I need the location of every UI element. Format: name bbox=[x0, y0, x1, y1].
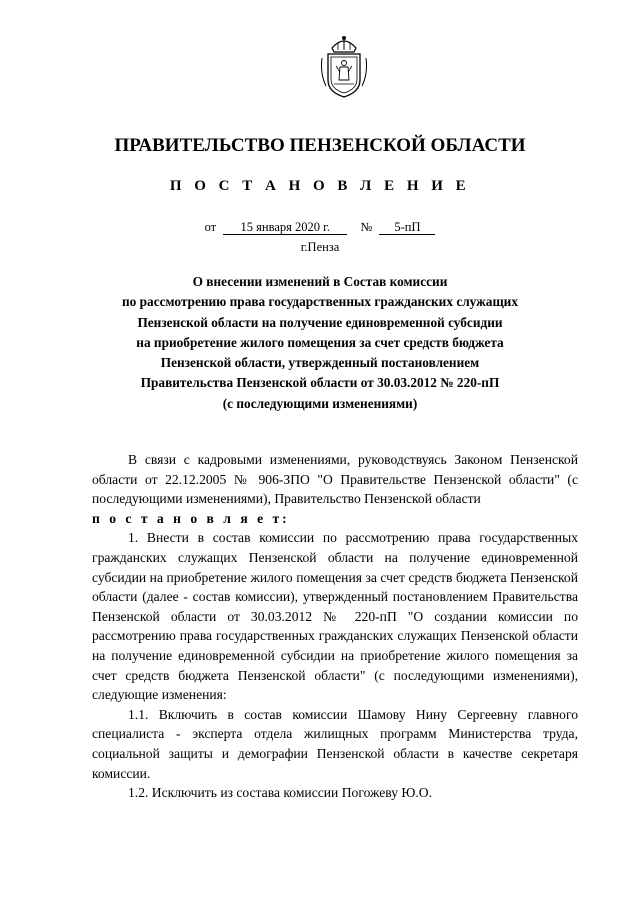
date-prefix: от bbox=[204, 220, 217, 234]
subject-line: Правительства Пензенской области от 30.03.2012 № 220-пП bbox=[140, 375, 500, 391]
government-title: ПРАВИТЕЛЬСТВО ПЕНЗЕНСКОЙ ОБЛАСТИ bbox=[114, 135, 526, 156]
subject-line: по рассмотрению права государственных гражданских служащих bbox=[122, 294, 518, 310]
subject-line: (с последующими изменениями) bbox=[222, 395, 418, 411]
item-1-1-paragraph: 1.1. Включить в состав комиссии Шамову Нину Сергеевну главного специалиста - эксперта отдела жилищных программ Министерства труда, социальной защиты и демографии Пензенской области в качестве секретаря комиссии. bbox=[92, 706, 578, 781]
document-number: 5-пП bbox=[379, 220, 435, 235]
subject-line: Пензенской области на получение единовременной субсидии bbox=[137, 314, 503, 330]
document-body bbox=[92, 450, 578, 803]
document-date: 15 января 2020 г. bbox=[223, 220, 347, 235]
subject-line: на приобретение жилого помещения за счет средств бюджета bbox=[136, 334, 504, 350]
document-subject bbox=[110, 272, 530, 414]
document-meta bbox=[0, 220, 640, 235]
preamble-paragraph: В связи с кадровыми изменениями, руководствуясь Законом Пензенской области от 22.12.2005 № 906-ЗПО "О Правительстве Пензенской области" (с последующими изменениями), Правительство Пензенской области bbox=[92, 452, 578, 507]
decree-word: п о с т а н о в л я е т: bbox=[92, 510, 290, 526]
subject-line: Пензенской области, утвержденный постановлением bbox=[160, 355, 480, 371]
item-1-paragraph: 1. Внести в состав комиссии по рассмотрению права государственных гражданских служащих Пензенской области на получение единовременной субсидии на приобретение жилого помещения за счет средств бюджета Пензенской области (далее - состав комиссии), утвержденный постановлением Правительства Пензенской области от 30.03.2012 № 220-пП "О создании комиссии по рассмотрению права государственных гражданских служащих Пензенской области на получение единовременной субсидии на приобретение жилого помещения за счет средств бюджета Пензенской области" (с последующими изменениями), следующие изменения: bbox=[92, 530, 578, 703]
decree-paragraph bbox=[92, 509, 578, 529]
subject-line: О внесении изменений в Состав комиссии bbox=[192, 274, 448, 289]
document-type: П О С Т А Н О В Л Е Н И Е bbox=[169, 178, 471, 194]
coat-of-arms-icon bbox=[318, 34, 370, 100]
item-1-2-paragraph: 1.2. Исключить из состава комиссии Погожеву Ю.О. bbox=[128, 785, 433, 801]
number-sign: № bbox=[360, 220, 373, 234]
city: г.Пенза bbox=[300, 240, 340, 254]
